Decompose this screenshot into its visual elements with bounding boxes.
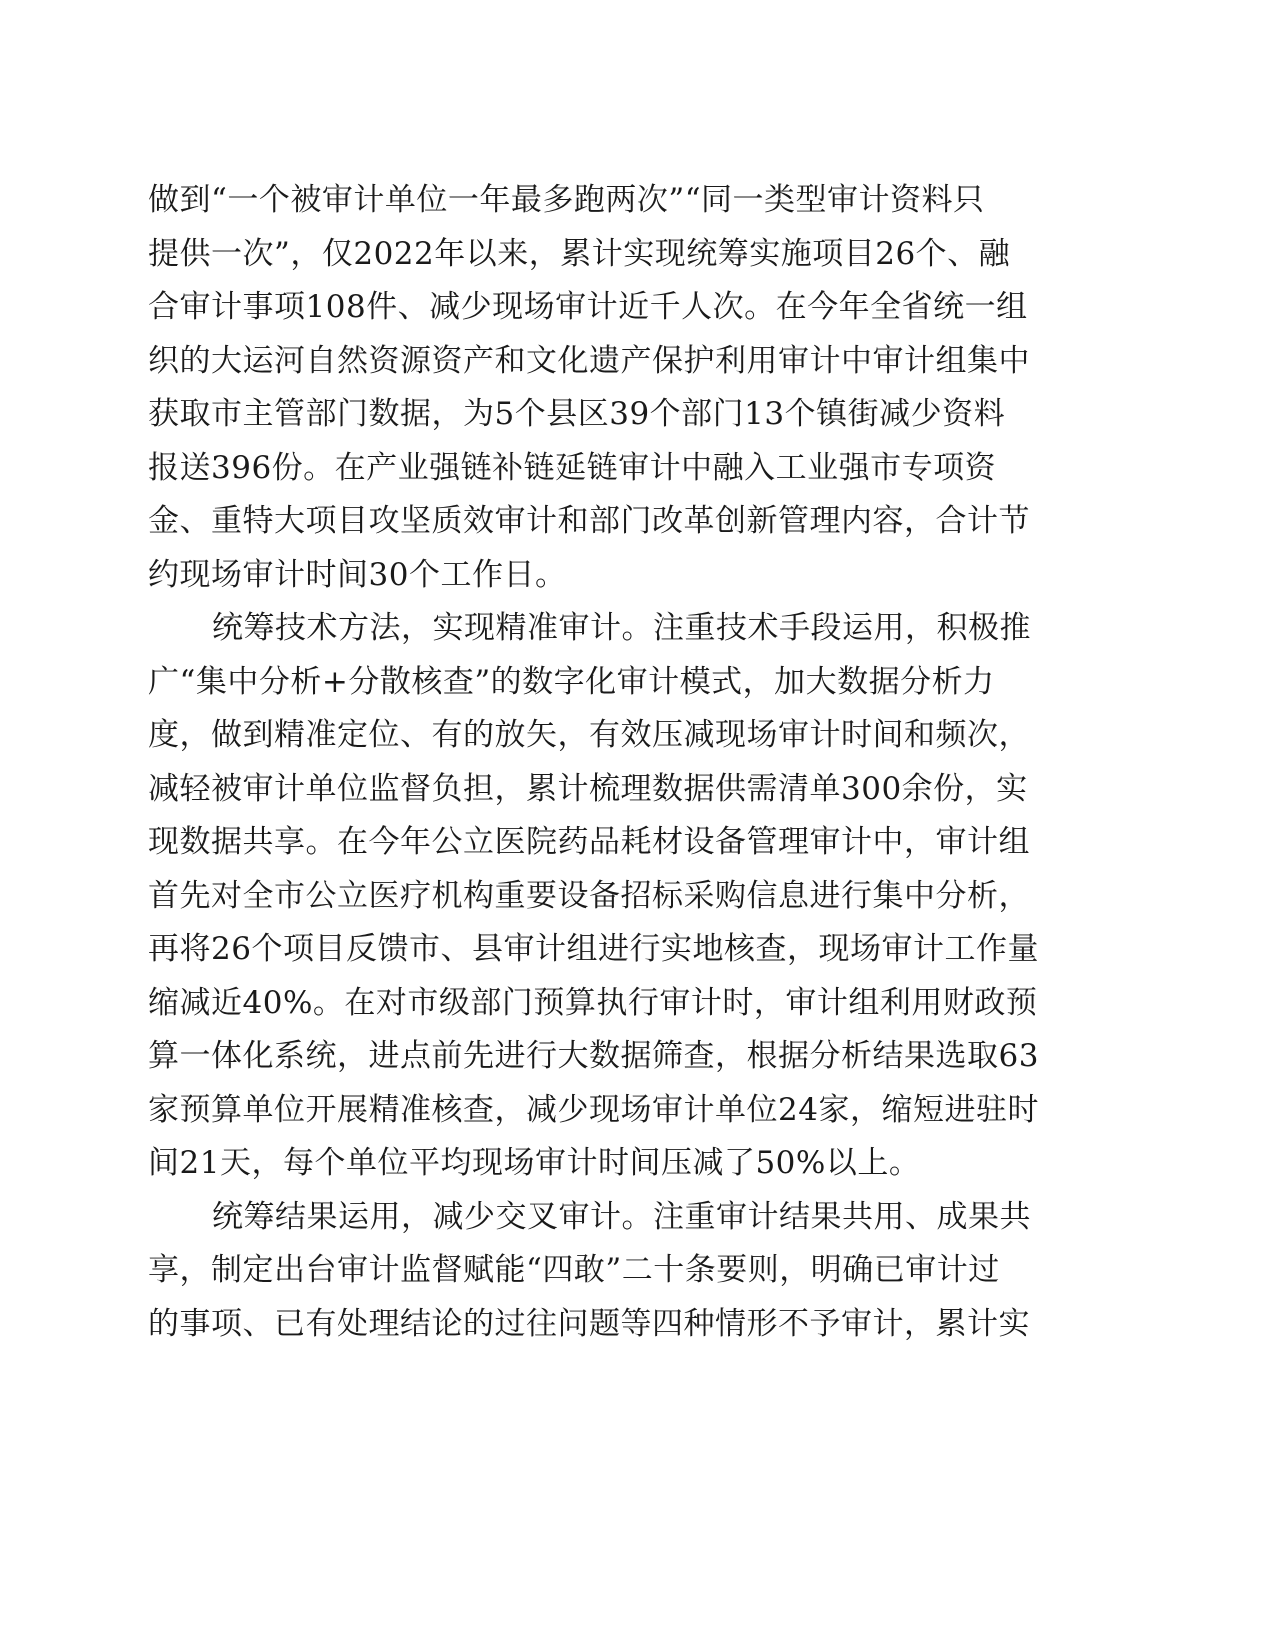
- text-line: 再将26个项目反馈市、县审计组进行实地核查，现场审计工作量: [148, 931, 1039, 967]
- text-line: 减轻被审计单位监督负担，累计梳理数据供需清单300余份，实: [148, 770, 1028, 807]
- text-line: 间21天，每个单位平均现场审计时间压减了50%以上。: [148, 1145, 921, 1181]
- text-line: 首先对全市公立医疗机构重要设备招标采购信息进行集中分析，: [148, 877, 1030, 914]
- text-line: 约现场审计时间30个工作日。: [148, 556, 567, 593]
- body-text: [148, 174, 1048, 1351]
- text-line: 获取市主管部门数据，为5个县区39个部门13个镇街减少资料: [148, 396, 1006, 432]
- text-line: 提供一次”，仅2022年以来，累计实现统筹实施项目26个、融: [148, 235, 1011, 272]
- text-line: 现数据共享。在今年公立医院药品耗材设备管理审计中，审计组: [148, 824, 1030, 860]
- text-line: 金、重特大项目攻坚质效审计和部门改革创新管理内容，合计节: [148, 503, 1030, 539]
- text-line: 缩减近40%。在对市级部门预算执行审计时，审计组利用财政预: [148, 984, 1038, 1021]
- text-line: 合审计事项108件、减少现场审计近千人次。在今年全省统一组: [148, 289, 1028, 325]
- text-line: 报送396份。在产业强链补链延链审计中融入工业强市专项资: [148, 449, 997, 486]
- text-line: 织的大运河自然资源资产和文化遗产保护利用审计中审计组集中: [148, 342, 1030, 379]
- text-line: 度，做到精准定位、有的放矢，有效压减现场审计时间和频次，: [148, 717, 1030, 753]
- paragraph-first-line: 统筹结果运用，减少交叉审计。注重审计结果共用、成果共: [212, 1198, 1031, 1235]
- text-line: 算一体化系统，进点前先进行大数据筛查，根据分析结果选取63: [148, 1038, 1039, 1074]
- text-line: 家预算单位开展精准核查，减少现场审计单位24家，缩短进驻时: [148, 1091, 1039, 1128]
- paragraph-first-line: 统筹技术方法，实现精准审计。注重技术手段运用，积极推: [212, 610, 1031, 646]
- text-line: 的事项、已有处理结论的过往问题等四种情形不予审计，累计实: [148, 1305, 1030, 1342]
- text-line: 享，制定出台审计监督赋能“四敢”二十条要则，明确已审计过: [148, 1252, 1000, 1288]
- text-line: 做到“一个被审计单位一年最多跑两次”“同一类型审计资料只: [148, 182, 985, 218]
- text-line: 广“集中分析+分散核查”的数字化审计模式，加大数据分析力: [148, 663, 995, 700]
